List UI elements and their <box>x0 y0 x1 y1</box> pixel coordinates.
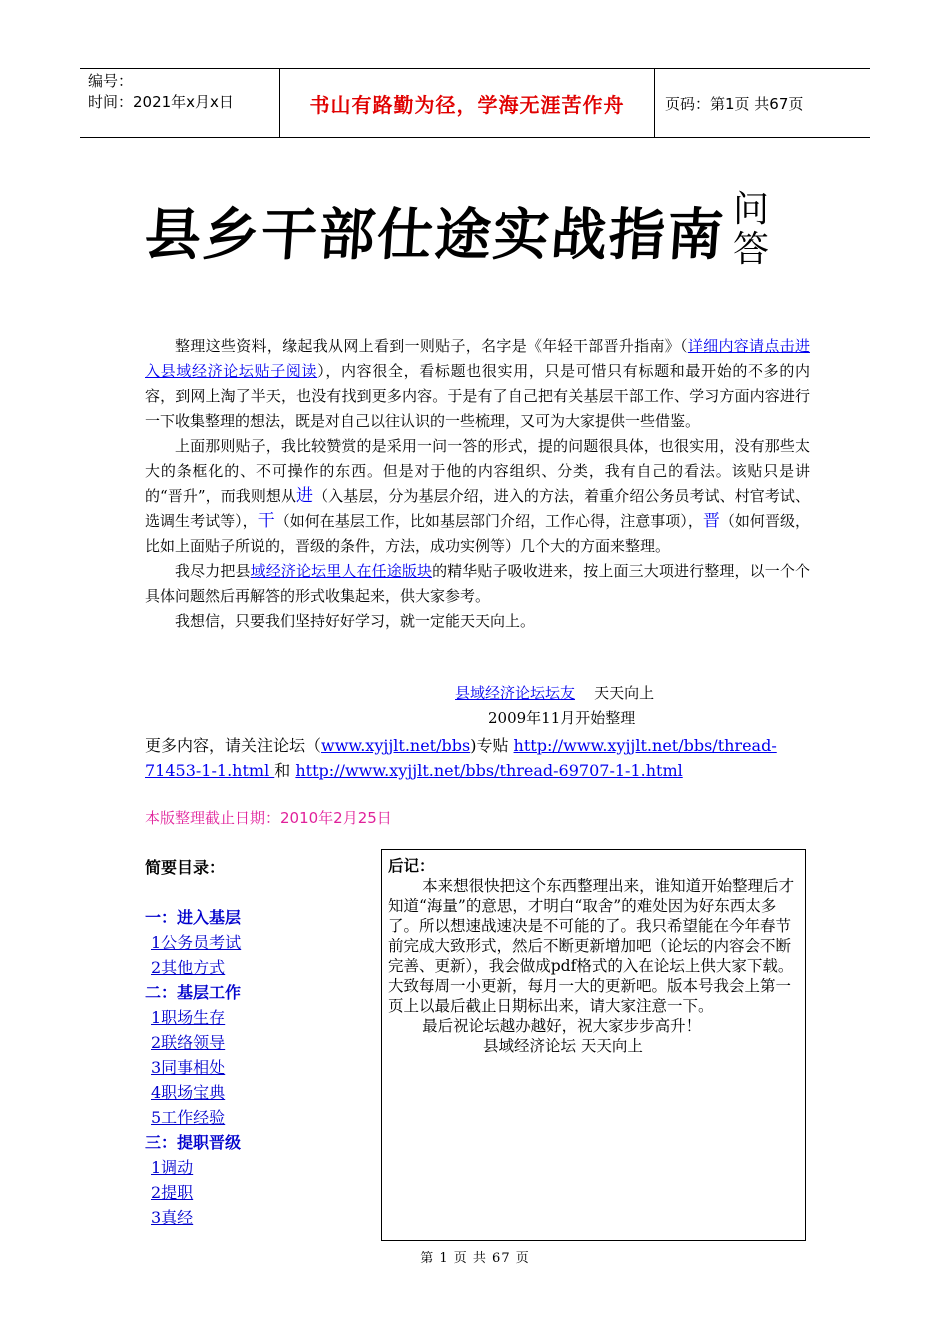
signature-line <box>455 682 654 703</box>
more-info <box>145 733 815 783</box>
intro-paragraph-1 <box>145 334 810 434</box>
toc-item <box>145 1180 375 1205</box>
page-header <box>80 68 870 138</box>
header-motto: 书山有路勤为径，学海无涯苦作舟 <box>280 69 655 137</box>
forum-section-link[interactable]: 域经济论坛里人在任途版块 <box>250 562 433 580</box>
toc-item <box>145 955 375 980</box>
title-suffix-bottom: 答 <box>733 229 770 270</box>
header-meta <box>80 69 280 137</box>
toc-link[interactable]: 2其他方式 <box>151 958 226 977</box>
intro-text: 整理这些资料，缘起我从网上看到一则贴子，名字是《年轻干部晋升指南》（ <box>175 337 688 355</box>
toc-link[interactable]: 1职场生存 <box>151 1008 226 1027</box>
toc-section-2[interactable]: 二：基层工作 <box>145 983 242 1002</box>
title-suffix <box>733 190 783 270</box>
intro-text: 上面那则贴子，我比较赞赏的是采用一问一答的形式，提的问题很具体，也很实用，没有那些太大的条框化的、不可操作的东西。但是对于他的内容组织、分类，我有自己的看法。该贴只是讲的“晋升”，而我则想从 <box>145 437 810 505</box>
postscript-paragraph-2: 最后祝论坛越办越好，祝大家步步高升！ <box>422 1017 702 1035</box>
intro-body <box>145 334 810 634</box>
forum-member-link[interactable]: 县域经济论坛坛友 <box>455 684 576 702</box>
postscript-signature: 县域经济论坛 天天向上 <box>483 1037 643 1055</box>
table-of-contents <box>145 855 375 1230</box>
forum-post-link[interactable]: 详细内容请点击进入县域经济论坛贴子阅读 <box>145 337 810 380</box>
thread-link-2[interactable]: http://www.xyjjlt.net/bbs/thread-69707-1-1.html <box>295 761 683 780</box>
keyword-jin: 进 <box>296 486 314 506</box>
postscript-heading: 后记： <box>388 856 435 875</box>
toc-section-3[interactable]: 三：提职晋级 <box>145 1133 242 1152</box>
intro-text: （如何晋级，比如上面贴子所说的，晋级的条件，方法，成功实例等）几个大的方面来整理。 <box>145 512 810 555</box>
document-title: 县乡干部仕途实战指南 <box>142 202 728 268</box>
keyword-jinji: 晋 <box>702 511 720 531</box>
keyword-gan: 干 <box>257 511 275 531</box>
page-footer: 第 1 页 共 67 页 <box>420 1251 530 1266</box>
intro-text: 我尽力把县 <box>175 562 251 580</box>
postscript-paragraph-1: 本来想很快把这个东西整理出来，谁知道开始整理后才知道“海量”的意思，才明白“取舍”的难处因为好东西太多了。所以想速战速决是不可能的了。我只希望能在今年春节前完成大致形式，然后不断更新增加吧（论坛的内容会不断完善、更新），我会做成pdf格式的入在论坛上供大家下载。大致每周一小更新，每月一大的更新吧。版本号我会上第一页上以最后截止日期标出来，请大家注意一下。 <box>388 877 795 1015</box>
toc-link[interactable]: 5工作经验 <box>151 1108 226 1127</box>
header-time: 时间：2021年x月x日 <box>88 93 234 111</box>
toc-item <box>145 1055 375 1080</box>
toc-link[interactable]: 2联络领导 <box>151 1033 226 1052</box>
postscript-box <box>381 849 806 1241</box>
intro-text: 的精华贴子吸收进来，按上面三大项进行整理，以一个个具体问题然后再解答的形式收集起来，供大家参考。 <box>145 562 810 605</box>
forum-home-link[interactable]: www.xyjjlt.net/bbs <box>321 736 471 755</box>
toc-item <box>145 1005 375 1030</box>
toc-link[interactable]: 4职场宝典 <box>151 1083 226 1102</box>
intro-text: （如何在基层工作，比如基层部门介绍，工作心得，注意事项）， <box>274 512 703 530</box>
toc-link[interactable]: 3同事相处 <box>151 1058 226 1077</box>
toc-link[interactable]: 3真经 <box>151 1208 194 1227</box>
header-number: 编号： <box>88 72 134 90</box>
toc-item <box>145 1030 375 1055</box>
more-text: 和 <box>274 761 296 780</box>
toc-item <box>145 1205 375 1230</box>
toc-heading: 简要目录： <box>145 858 226 877</box>
more-text: )专贴 <box>470 736 514 755</box>
cutoff-date: 本版整理截止日期：2010年2月25日 <box>145 809 392 827</box>
toc-section-1[interactable]: 一：进入基层 <box>145 908 242 927</box>
toc-link[interactable]: 1公务员考试 <box>151 933 242 952</box>
thread-link-1[interactable]: http://www.xyjjlt.net/bbs/thread-71453-1-1.html <box>145 736 777 780</box>
toc-item <box>145 930 375 955</box>
signature-date: 2009年11月开始整理 <box>488 709 636 727</box>
toc-item <box>145 1155 375 1180</box>
title-suffix-top: 问 <box>733 189 770 230</box>
toc-item <box>145 1105 375 1130</box>
toc-link[interactable]: 1调动 <box>151 1158 194 1177</box>
intro-paragraph-2 <box>145 434 810 559</box>
toc-item <box>145 1080 375 1105</box>
toc-link[interactable]: 2提职 <box>151 1183 194 1202</box>
intro-paragraph-3 <box>145 559 810 609</box>
header-page: 页码：第1页 共67页 <box>665 94 804 113</box>
intro-text: （入基层，分为基层介绍，进入的方法，着重介绍公务员考试、村官考试、选调生考试等）， <box>145 487 810 530</box>
intro-paragraph-4: 我想信，只要我们坚持好好学习，就一定能天天向上。 <box>175 612 536 630</box>
intro-text: ），内容很全，看标题也很实用，只是可惜只有标题和最开始的不多的内容，到网上淘了半天，也没有找到更多内容。于是有了自己把有关基层干部工作、学习方面内容进行一下收集整理的想法，既是对自己以往认识的一些梳理，又可为大家提供一些借鉴。 <box>145 362 810 430</box>
signature-name: 天天向上 <box>594 684 655 702</box>
more-text: 更多内容，请关注论坛（ <box>145 736 322 755</box>
